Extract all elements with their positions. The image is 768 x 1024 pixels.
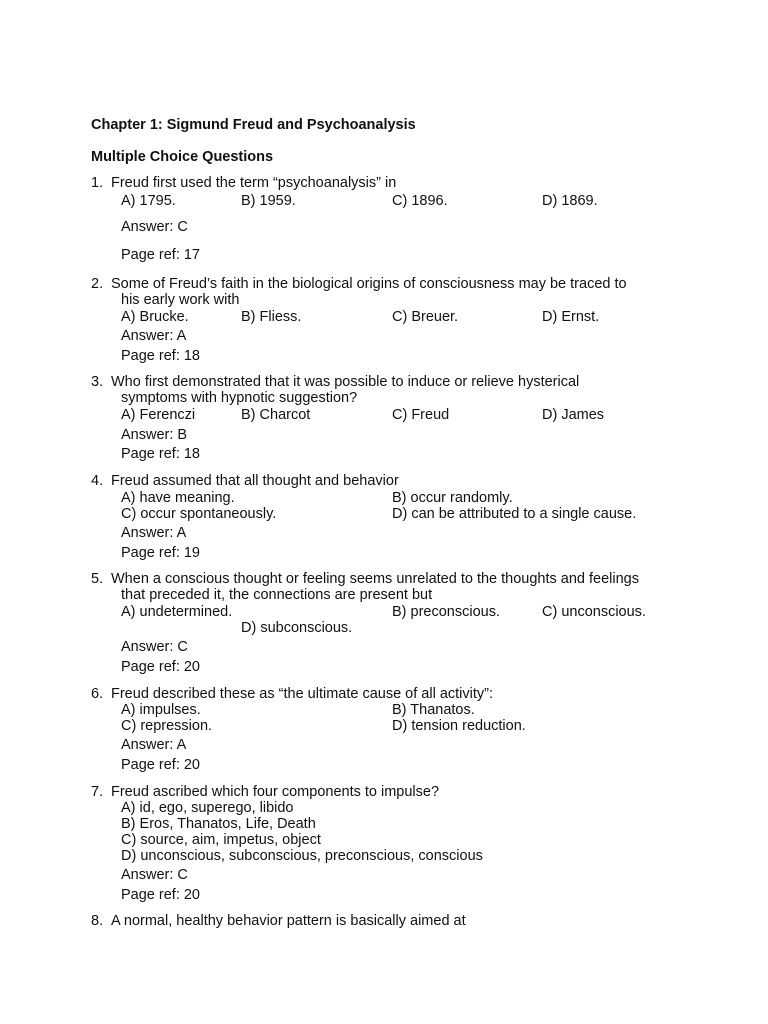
question-text-continued: his early work with xyxy=(121,292,240,308)
option-d: D) can be attributed to a single cause. xyxy=(392,506,637,522)
option-b: B) 1959. xyxy=(241,193,296,209)
page-ref: Page ref: 18 xyxy=(121,446,200,462)
option-a: A) Ferenczi xyxy=(121,407,196,423)
answer: Answer: B xyxy=(121,427,188,443)
question-text: Who first demonstrated that it was possible to induce or relieve hysterical xyxy=(111,374,580,390)
page-ref: Page ref: 17 xyxy=(121,247,200,263)
option-b: B) preconscious. xyxy=(392,604,500,620)
question-text: Freud described these as “the ultimate cause of all activity”: xyxy=(111,686,494,702)
option-a: A) 1795. xyxy=(121,193,176,209)
question-text-continued: that preceded it, the connections are present but xyxy=(121,587,433,603)
option-c: C) Freud xyxy=(392,407,450,423)
chapter-title: Chapter 1: Sigmund Freud and Psychoanalysis xyxy=(91,117,416,133)
option-d: D) 1869. xyxy=(542,193,598,209)
page-ref: Page ref: 20 xyxy=(121,887,200,903)
question-text: When a conscious thought or feeling seems unrelated to the thoughts and feelings xyxy=(111,571,639,587)
question-number: 3. xyxy=(91,374,104,390)
section-title: Multiple Choice Questions xyxy=(91,149,274,165)
question-text: Freud first used the term “psychoanalysis” in xyxy=(111,175,397,191)
option-c: C) occur spontaneously. xyxy=(121,506,277,522)
option-b: B) Fliess. xyxy=(241,309,302,325)
question-text: Some of Freud’s faith in the biological origins of consciousness may be traced to xyxy=(111,276,627,292)
answer: Answer: A xyxy=(121,737,187,753)
answer: Answer: C xyxy=(121,639,188,655)
question-text: A normal, healthy behavior pattern is basically aimed at xyxy=(111,913,466,929)
option-c: C) 1896. xyxy=(392,193,448,209)
option-c: C) source, aim, impetus, object xyxy=(121,832,321,848)
option-b: B) Charcot xyxy=(241,407,311,423)
question-text: Freud assumed that all thought and behavior xyxy=(111,473,399,489)
option-c: C) repression. xyxy=(121,718,213,734)
option-a: A) undetermined. xyxy=(121,604,233,620)
question-number: 7. xyxy=(91,784,104,800)
answer: Answer: C xyxy=(121,867,188,883)
answer: Answer: C xyxy=(121,219,188,235)
option-b: B) Eros, Thanatos, Life, Death xyxy=(121,816,316,832)
question-number: 4. xyxy=(91,473,104,489)
answer: Answer: A xyxy=(121,525,187,541)
page-ref: Page ref: 18 xyxy=(121,348,200,364)
option-a: A) Brucke. xyxy=(121,309,189,325)
option-b: B) occur randomly. xyxy=(392,490,513,506)
option-c: C) unconscious. xyxy=(542,604,646,620)
option-b: B) Thanatos. xyxy=(392,702,475,718)
option-d: D) James xyxy=(542,407,605,423)
option-a: A) have meaning. xyxy=(121,490,235,506)
answer: Answer: A xyxy=(121,328,187,344)
question-number: 2. xyxy=(91,276,104,292)
question-number: 8. xyxy=(91,913,104,929)
option-d: D) Ernst. xyxy=(542,309,600,325)
option-c: C) Breuer. xyxy=(392,309,459,325)
page-ref: Page ref: 19 xyxy=(121,545,200,561)
question-number: 1. xyxy=(91,175,104,191)
option-d: D) unconscious, subconscious, preconscious, conscious xyxy=(121,848,483,864)
question-text-continued: symptoms with hypnotic suggestion? xyxy=(121,390,358,406)
question-number: 5. xyxy=(91,571,104,587)
option-a: A) impulses. xyxy=(121,702,201,718)
question-number: 6. xyxy=(91,686,104,702)
page-ref: Page ref: 20 xyxy=(121,757,200,773)
question-text: Freud ascribed which four components to impulse? xyxy=(111,784,440,800)
option-a: A) id, ego, superego, libido xyxy=(121,800,294,816)
option-d: D) subconscious. xyxy=(241,620,353,636)
page-ref: Page ref: 20 xyxy=(121,659,200,675)
option-d: D) tension reduction. xyxy=(392,718,526,734)
